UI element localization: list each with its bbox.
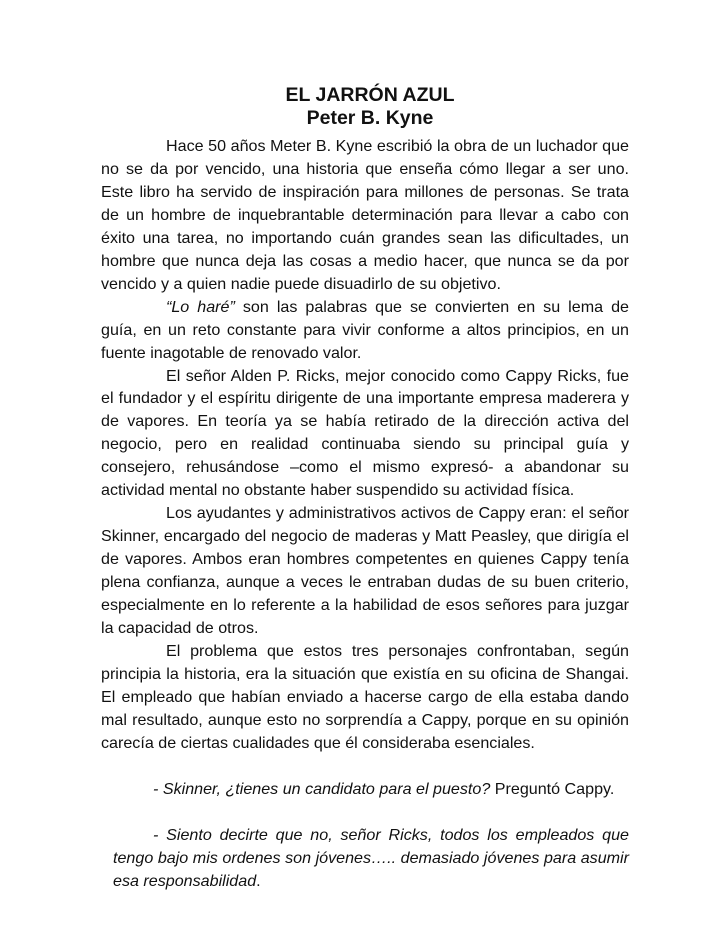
paragraph-assistants: Los ayudantes y administrativos activos de Cappy eran: el señor Skinner, encargado del negocio de maderas y Matt Peasley, que dirigía el de vapores. Ambos eran hombres competentes en quienes Cappy tenía plena confianza, aunque a veces le entraban dudas de su buen criterio, especialmente en lo referente a la habilidad de esos señores para juzgar la capacidad de otros. [101,504,629,638]
dialog-skinner-answer: - Siento decirte que no, señor Ricks, todos los empleados que tengo bajo mis ordenes son jóvenes….. demasiado jóvenes para asumir esa responsabilidad [113,825,629,890]
motto-quote: “Lo haré” [166,297,235,316]
dialog-skinner-end: . [256,871,261,890]
paragraph-problem: El problema que estos tres personajes confrontaban, según principia la historia, era la situación que existía en su oficina de Shangai. El empleado que habían enviado a hacerse cargo de ella estaba dando mal resultado, aunque esto no sorprendía a Cappy, porque en su opinión carecía de ciertas cualidades que él consideraba esenciales. [101,641,629,752]
dialog-line-skinner [101,824,629,893]
paragraph-intro: Hace 50 años Meter B. Kyne escribió la obra de un luchador que no se da por vencido, una historia que enseña cómo llegar a ser uno. Este libro ha servido de inspiración para millones de personas. Se trata de un hombre de inquebrantable determinación para llevar a cabo con éxito una tarea, no importando cuán grandes sean las dificultades, un hombre que nunca deja las cosas a medio hacer, que nunca se da por vencido y a quien nadie puede disuadirlo de su objetivo. [101,137,629,293]
document-body [101,135,629,755]
dialog-line-cappy [101,778,629,801]
paragraph-ricks: El señor Alden P. Ricks, mejor conocido como Cappy Ricks, fue el fundador y el espíritu dirigente de una importante empresa maderera y de vapores. En teoría ya se había retirado de la dirección activa del negocio, pero en realidad continuaba siendo su principal guía y consejero, rehusándose –como el mismo expresó- a abandonar su actividad mental no obstante haber suspendido su actividad física. [101,366,629,500]
dialog-cappy-tag: Preguntó Cappy. [490,779,615,798]
paragraph-motto [101,296,629,365]
dialog-cappy-question: - Skinner, ¿tienes un candidato para el puesto? [153,779,491,798]
document-title: EL JARRÓN AZUL [285,84,455,106]
document-page [101,84,629,893]
document-author: Peter B. Kyne [306,107,434,129]
motto-text: son las palabras que se convierten en su lema de guía, en un reto constante para vivir conforme a altos principios, en un fuente inagotable de renovado valor. [101,297,629,362]
